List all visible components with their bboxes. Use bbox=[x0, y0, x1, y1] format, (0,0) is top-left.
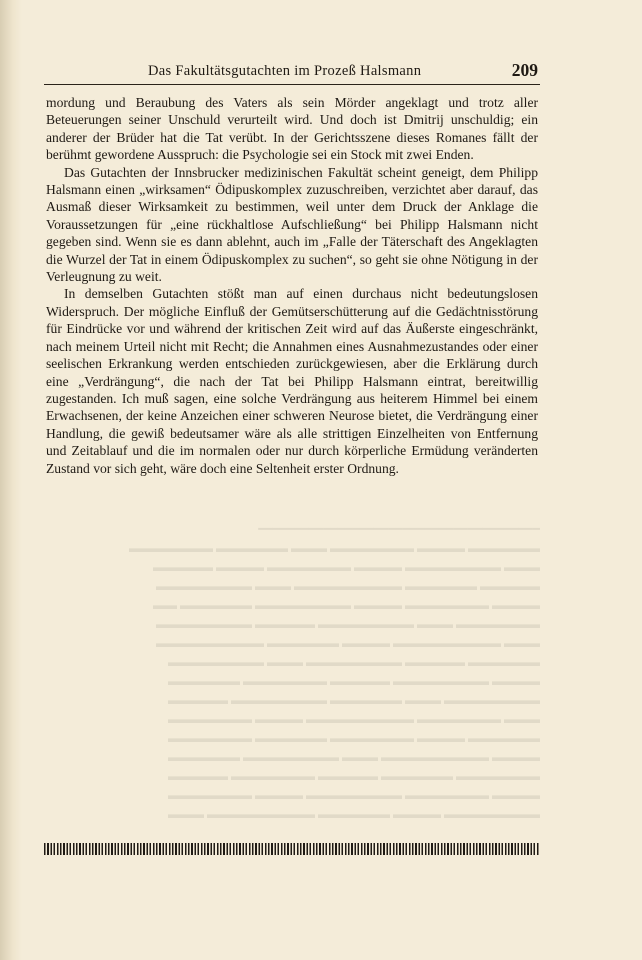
barcode-strip bbox=[44, 843, 540, 855]
body-text bbox=[46, 94, 538, 477]
paragraph-1: mordung und Beraubung des Vaters als sein Mörder angeklagt und trotz aller Beteuerungen seiner Unschuld verurteilt wird. Und doch ist Dmitrij unschuldig; ein anderer der Brüder hat die Tat verübt. In der Gerichtsszene dieses Romanes fällt der berühmt gewordene Ausspruch: die Psychologie sei ein Stock mit zwei Enden. bbox=[46, 95, 538, 163]
page-number: 209 bbox=[511, 60, 538, 80]
page-header bbox=[44, 62, 540, 85]
paragraph-2: Das Gutachten der Innsbrucker medizinischen Fakultät scheint geneigt, dem Philipp Halsmann einen „wirksamen“ Ödipuskomplex zuzuschreiben, verzichtet aber darauf, das Ausmaß dieser Wirksamkeit zu bestimmen, weil unter dem Druck der Anklage die Voraussetzungen für „eine rückhaltlose Aufschließung“ bei Philipp Halsmann nicht gegeben sind. Wenn sie es dann ablehnt, auch im „Falle der Täterschaft des Angeklagten die Wurzel der Tat in einem Ödipuskomplex zu suchen“, so geht sie ohne Nötigung in der Verleugnung zu weit. bbox=[46, 164, 538, 285]
show-through-texture: ━━━━━━━━━━━━━━━━━━━━━━━━━━━━━━━━━━━━━━━ ▬▬▬▬▬▬ ▬▬▬▬ ▬▬▬▬▬▬▬ ▬▬▬ ▬▬▬▬▬▬ ▬▬▬▬▬▬▬ ▬▬▬ ▬▬▬▬▬▬▬▬ ▬▬▬▬ ▬▬▬▬▬▬▬ ▬▬▬▬ ▬▬▬▬▬ ▬▬▬▬▬ ▬▬▬▬▬▬ ▬▬▬▬▬▬▬▬▬ ▬▬▬ ▬▬▬▬▬▬▬▬ ▬▬▬▬ ▬▬▬▬▬▬▬ ▬▬▬▬ ▬▬▬▬▬▬▬▬ ▬▬▬▬▬▬ ▬▬ ▬▬▬▬▬▬▬ ▬▬▬ ▬▬▬▬▬▬▬▬ ▬▬▬▬▬ ▬▬▬▬▬▬▬▬ ▬▬▬ ▬▬▬▬▬▬▬▬▬ ▬▬▬▬ ▬▬▬▬▬▬ ▬▬▬▬▬▬▬▬▬ ▬▬▬▬▬▬ ▬▬▬▬▬ ▬▬▬▬▬▬▬▬ ▬▬▬ ▬▬▬▬▬▬▬▬ ▬▬▬▬ ▬▬▬▬▬▬▬▬ ▬▬▬▬▬ ▬▬▬▬▬▬▬ ▬▬▬▬▬▬ ▬▬▬▬▬▬▬▬ ▬▬▬ ▬▬▬▬▬▬ ▬▬▬▬▬▬▬▬ ▬▬▬▬▬ ▬▬▬ ▬▬▬▬▬▬▬ ▬▬▬▬▬▬▬▬▬ ▬▬▬▬ ▬▬▬▬▬▬▬ ▬▬▬▬▬▬ ▬▬▬▬ ▬▬▬▬▬▬▬ ▬▬▬▬▬▬ ▬▬▬▬▬▬▬ ▬▬▬▬ ▬▬▬▬▬▬▬▬▬ ▬▬▬ ▬▬▬▬▬▬▬▬ ▬▬▬▬▬▬ ▬▬▬▬▬▬▬ ▬▬▬▬▬▬ ▬▬▬▬▬ ▬▬▬▬▬▬▬ ▬▬▬▬▬ ▬▬▬▬ ▬▬▬▬▬▬▬ ▬▬▬▬▬▬▬▬ ▬▬▬▬ ▬▬▬▬▬▬▬ ▬▬▬▬▬▬▬▬ ▬▬▬▬ ▬▬▬▬▬▬ ▬▬▬▬▬▬▬▬▬ ▬▬▬ bbox=[129, 522, 540, 821]
running-title: Das Fakultätsgutachten im Prozeß Halsmann bbox=[148, 63, 422, 79]
page-binding-edge bbox=[0, 0, 22, 960]
paragraph-3: In demselben Gutachten stößt man auf einen durchaus nicht bedeutungslosen Widerspruch. Der mögliche Einfluß der Gemütserschütterung auf die Gedächtnisstörung für Eindrücke vor und während der kritischen Zeit wird auf das Äußerste eingeschränkt, nach meinem Urteil nicht mit Recht; die Annahmen eines Ausnahmezustandes oder einer seelischen Erkrankung werden entschieden zurückgewiesen, aber die Erklärung durch eine „Verdrängung“, die nach der Tat bei Philipp Halsmann eintrat, bereitwillig zugestanden. Ich muß sagen, eine solche Verdrängung aus heiterem Himmel bei einem Erwachsenen, der keine Anzeichen einer schweren Neurose bietet, die Verdrängung einer Handlung, die gewiß bedeutsamer wäre als alle strittigen Einzelheiten von Entfernung und Zeitablauf und die im normalen oder nur durch körperliche Ermüdung veränderten Zustand vor sich geht, wäre doch eine Seltenheit erster Ordnung. bbox=[46, 286, 538, 476]
